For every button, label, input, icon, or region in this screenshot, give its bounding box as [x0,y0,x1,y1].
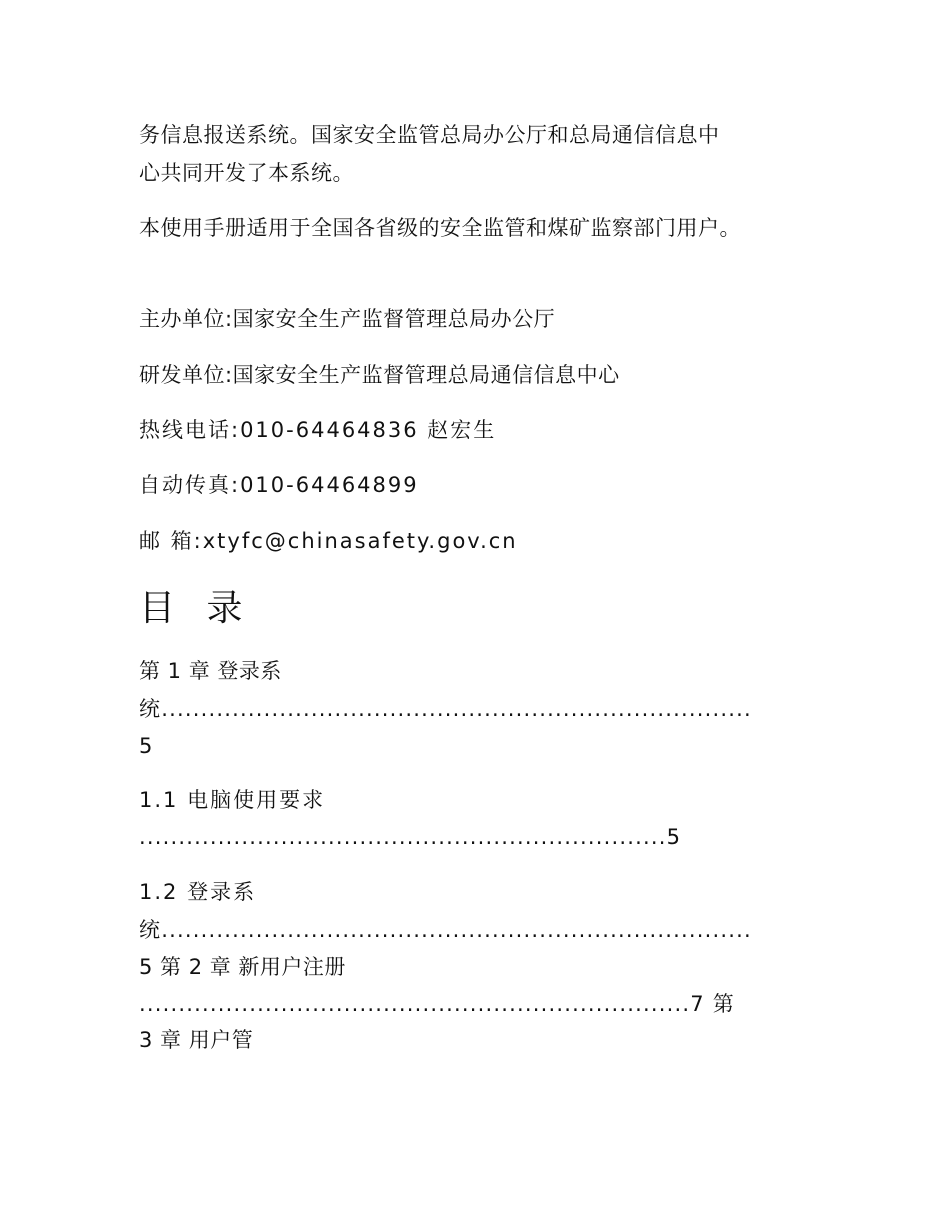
developer-unit: 研发单位:国家安全生产监督管理总局通信信息中心 [139,363,620,387]
toc-line[interactable]: 第 1 章 登录系 [139,659,282,683]
toc-line[interactable]: 5 [139,734,153,758]
toc-line[interactable]: 统........................................................................... [139,697,752,721]
toc-line[interactable]: ......................................................................7 第 [139,992,735,1016]
toc-line[interactable]: 5 第 2 章 新用户注册 [139,955,346,979]
intro-line-1: 务信息报送系统。国家安全监管总局办公厅和总局通信信息中 [139,123,720,147]
toc-line[interactable]: 1.2 登录系 [139,880,257,904]
email[interactable]: 邮 箱:xtyfc@chinasafety.gov.cn [139,529,518,553]
sponsor-unit: 主办单位:国家安全生产监督管理总局办公厅 [139,307,556,331]
fax: 自动传真:010-64464899 [139,473,419,497]
hotline: 热线电话:010-64464836 赵宏生 [139,418,497,442]
toc-line[interactable]: 统........................................................................... [139,918,752,942]
toc-title: 目 录 [139,588,253,629]
intro-line-2: 心共同开发了本系统。 [139,161,354,185]
toc-line[interactable]: 3 章 用户管 [139,1028,254,1052]
intro-line-3: 本使用手册适用于全国各省级的安全监管和煤矿监察部门用户。 [139,216,741,240]
toc-line[interactable]: ...................................................................5 [139,825,682,849]
toc-line[interactable]: 1.1 电脑使用要求 [139,788,326,812]
